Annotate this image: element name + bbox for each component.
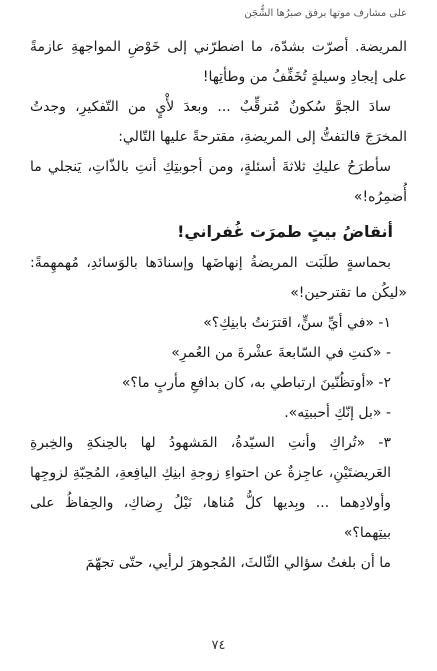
dialogue-line: - «بل إنّكِ أحببتِه». [284,405,391,421]
section-heading: أنقاضُ بيتٍ طمرَت غُفراني! [177,222,393,241]
dialogue-line: ٣- «تُراكِ وأنتِ السيّدةُ، المَشهودُ لها بالحِنكةِ والخِبرةِ العَريضتَيْنِ، عاجِزةٌ عن احتواءِ زوجةِ ابنِكِ اليافِعةِ، المُحِبّةِ لزوجِها وأولادِهما ... وبِديها كلُّ مُناها، نَيْلُ رِضاكِ، والحِفاظُ على بيتِهما؟» [30,435,391,541]
dialogue-line: ١- «في أيِّ سنٍّ، اقترَنتُ بابنِكِ؟» [203,315,391,331]
dialogue-line: - «كنتِ في السّابعةَ عشْرةَ من العُمرِ» [171,345,391,361]
body-paragraph: بحماسةٍ طلَبَت المريضةُ إنهاضَها وإسنادَها بالوَسائدِ، مُهمهِمةً: «ليكُن ما تقترحين!» [30,255,407,301]
dialogue-line: ٢- «أوتظُنّينَ ارتباطي به، كان بدافعِ مأربٍ ما؟» [121,375,391,391]
page-number: ٧٤ [211,638,226,653]
body-paragraph: المريضة. أصرّت بشدّة، ما اضطرّني إلى خَوْضِ المواجهةِ عازمةً على إيجادِ وسيلةٍ تُخَفِّفُ من وطأتِها! [30,39,407,85]
body-paragraph: سأطرَحُ عليكِ ثلاثةَ أسئلةٍ، ومن أجوبتِكِ أنتِ بالذّاتِ، يَنجلي ما أُضمِرُه!» [30,159,407,205]
page-body [30,32,407,578]
body-paragraph: سادَ الجوَّ سُكونٌ مُترقِّبٌ ... وبعدَ لأْيٍ من التّفكيرِ، وجدتُ المخرَجَ فالتفتُّ إلى المريضةِ، مقترحةً عليها التّالي: [30,99,407,145]
running-header: على مشارف موتها برفق صبرُها الشُّجَن [244,8,407,19]
body-paragraph: ما أن بلغتُ سؤالي الثّالثَ، المُجوهرَ لرأيي، حتّى تجهّمَ [85,555,391,571]
